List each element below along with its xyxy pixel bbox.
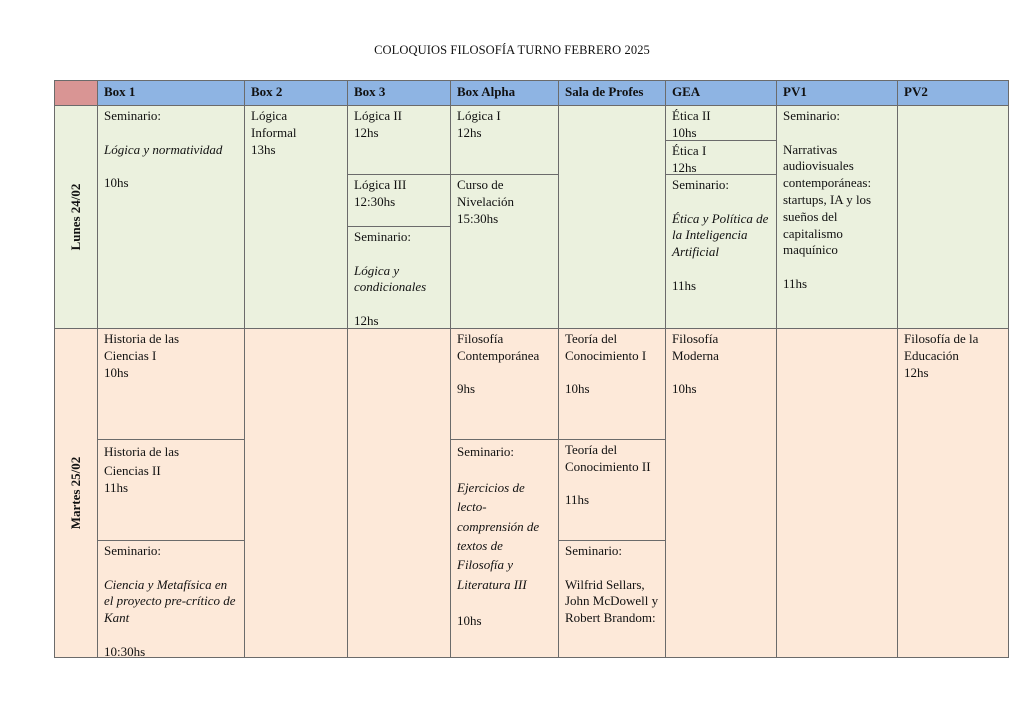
session-time: 12hs [904, 364, 929, 380]
tuesday-box1-seminar [97, 540, 245, 658]
subject-name: Teoría del Conocimiento I [565, 331, 647, 363]
seminar-label: Seminario: [783, 108, 841, 123]
session-time: 12:30hs [354, 193, 396, 209]
tuesday-sala-teoria-i [558, 328, 666, 440]
header-pv2: PV2 [897, 80, 1009, 106]
header-pv1: PV1 [776, 80, 898, 106]
session-time: 11hs [565, 492, 590, 508]
subject-name: Lógica III [354, 177, 407, 192]
seminar-title: Ciencia y Metafísica en el proyecto pre-crítico de Kant [104, 576, 236, 626]
seminar-label: Seminario: [457, 444, 515, 459]
monday-box3-seminar [347, 226, 451, 329]
tuesday-sala-teoria-ii [558, 439, 666, 541]
header-box3: Box 3 [347, 80, 451, 106]
monday-gea-seminar [665, 174, 777, 329]
tuesday-alpha-seminar [450, 439, 559, 658]
monday-alpha-logica-i [450, 105, 559, 175]
subject-name: Filosofía Moderna [672, 331, 719, 363]
tuesday-pv2-educacion [897, 328, 1009, 658]
session-time: 10hs [672, 381, 697, 397]
monday-alpha-curso-nivelacion [450, 174, 559, 329]
header-corner [54, 80, 98, 106]
seminar-title: Ética y Política de la Inteligencia Artificial [672, 210, 769, 260]
seminar-title: Narrativas audiovisuales contemporáneas: startups, IA y los sueños del capitalismo maquínico [783, 141, 872, 258]
seminar-label: Seminario: [104, 543, 162, 558]
session-time: 12hs [354, 124, 379, 140]
session-time: 12hs [354, 312, 379, 328]
session-time: 10hs [457, 612, 482, 628]
day-label-tuesday [54, 328, 98, 658]
subject-name: Historia de las Ciencias II [104, 444, 180, 478]
subject-name: Filosofía de la Educación [904, 331, 979, 363]
subject-name: Ética II [672, 108, 711, 123]
seminar-title: Lógica y condicionales [354, 262, 427, 295]
seminar-title: Wilfrid Sellars, John McDowell y Robert Brandom: [565, 576, 659, 626]
header-box1: Box 1 [97, 80, 245, 106]
monday-box1-seminar [97, 105, 245, 329]
tuesday-box2-empty [244, 328, 348, 658]
day-label-monday-text: Lunes 24/02 [68, 183, 83, 251]
seminar-title: Lógica y normatividad [104, 141, 223, 157]
session-time: 15:30hs [457, 210, 499, 226]
subject-name: Lógica II [354, 108, 403, 123]
subject-name: Historia de las Ciencias I [104, 331, 180, 363]
session-time: 10hs [672, 124, 697, 140]
session-time: 10hs [565, 381, 590, 397]
monday-gea-etica-i [665, 140, 777, 175]
session-time: 11hs [783, 275, 808, 291]
monday-pv1-seminar [776, 105, 898, 329]
subject-name: Curso de Nivelación [457, 177, 515, 209]
tuesday-pv1-empty [776, 328, 898, 658]
session-time: 10:30hs [104, 643, 146, 658]
monday-pv2-empty [897, 105, 1009, 329]
tuesday-gea-moderna [665, 328, 777, 658]
tuesday-sala-seminar [558, 540, 666, 658]
subject-name: Lógica I [457, 108, 501, 123]
subject-name: Filosofía Contemporánea [457, 331, 540, 363]
monday-sala-empty [558, 105, 666, 329]
subject-name: Lógica Informal [251, 108, 297, 140]
seminar-label: Seminario: [672, 177, 730, 192]
seminar-label: Seminario: [565, 543, 623, 558]
tuesday-box3-empty [347, 328, 451, 658]
session-time: 13hs [251, 141, 276, 157]
session-time: 11hs [672, 277, 697, 293]
subject-name: Ética I [672, 143, 707, 158]
seminar-title: Ejercicios de lecto-comprensión de textos de Filosofía y Literatura III [457, 480, 540, 592]
seminar-label: Seminario: [104, 108, 162, 123]
monday-gea-etica-ii [665, 105, 777, 141]
header-sala-profes: Sala de Profes [558, 80, 666, 106]
tuesday-alpha-contemporanea [450, 328, 559, 440]
monday-box3-logica-iii [347, 174, 451, 227]
day-label-monday [54, 105, 98, 329]
header-gea: GEA [665, 80, 777, 106]
seminar-label: Seminario: [354, 229, 412, 244]
subject-name: Teoría del Conocimiento II [565, 442, 651, 474]
tuesday-box1-historia-ii [97, 439, 245, 541]
day-label-tuesday-text: Martes 25/02 [68, 456, 83, 530]
session-time: 12hs [672, 159, 697, 175]
monday-box3-logica-ii [347, 105, 451, 175]
tuesday-box1-historia-i [97, 328, 245, 440]
session-time: 9hs [457, 381, 476, 397]
document-title: COLOQUIOS FILOSOFÍA TURNO FEBRERO 2025 [374, 43, 650, 57]
session-time: 10hs [104, 175, 129, 191]
session-time: 10hs [104, 364, 129, 380]
header-box-alpha: Box Alpha [450, 80, 559, 106]
session-time: 12hs [457, 124, 482, 140]
monday-box2-logica-informal [244, 105, 348, 329]
session-time: 11hs [104, 480, 129, 495]
header-box2: Box 2 [244, 80, 348, 106]
